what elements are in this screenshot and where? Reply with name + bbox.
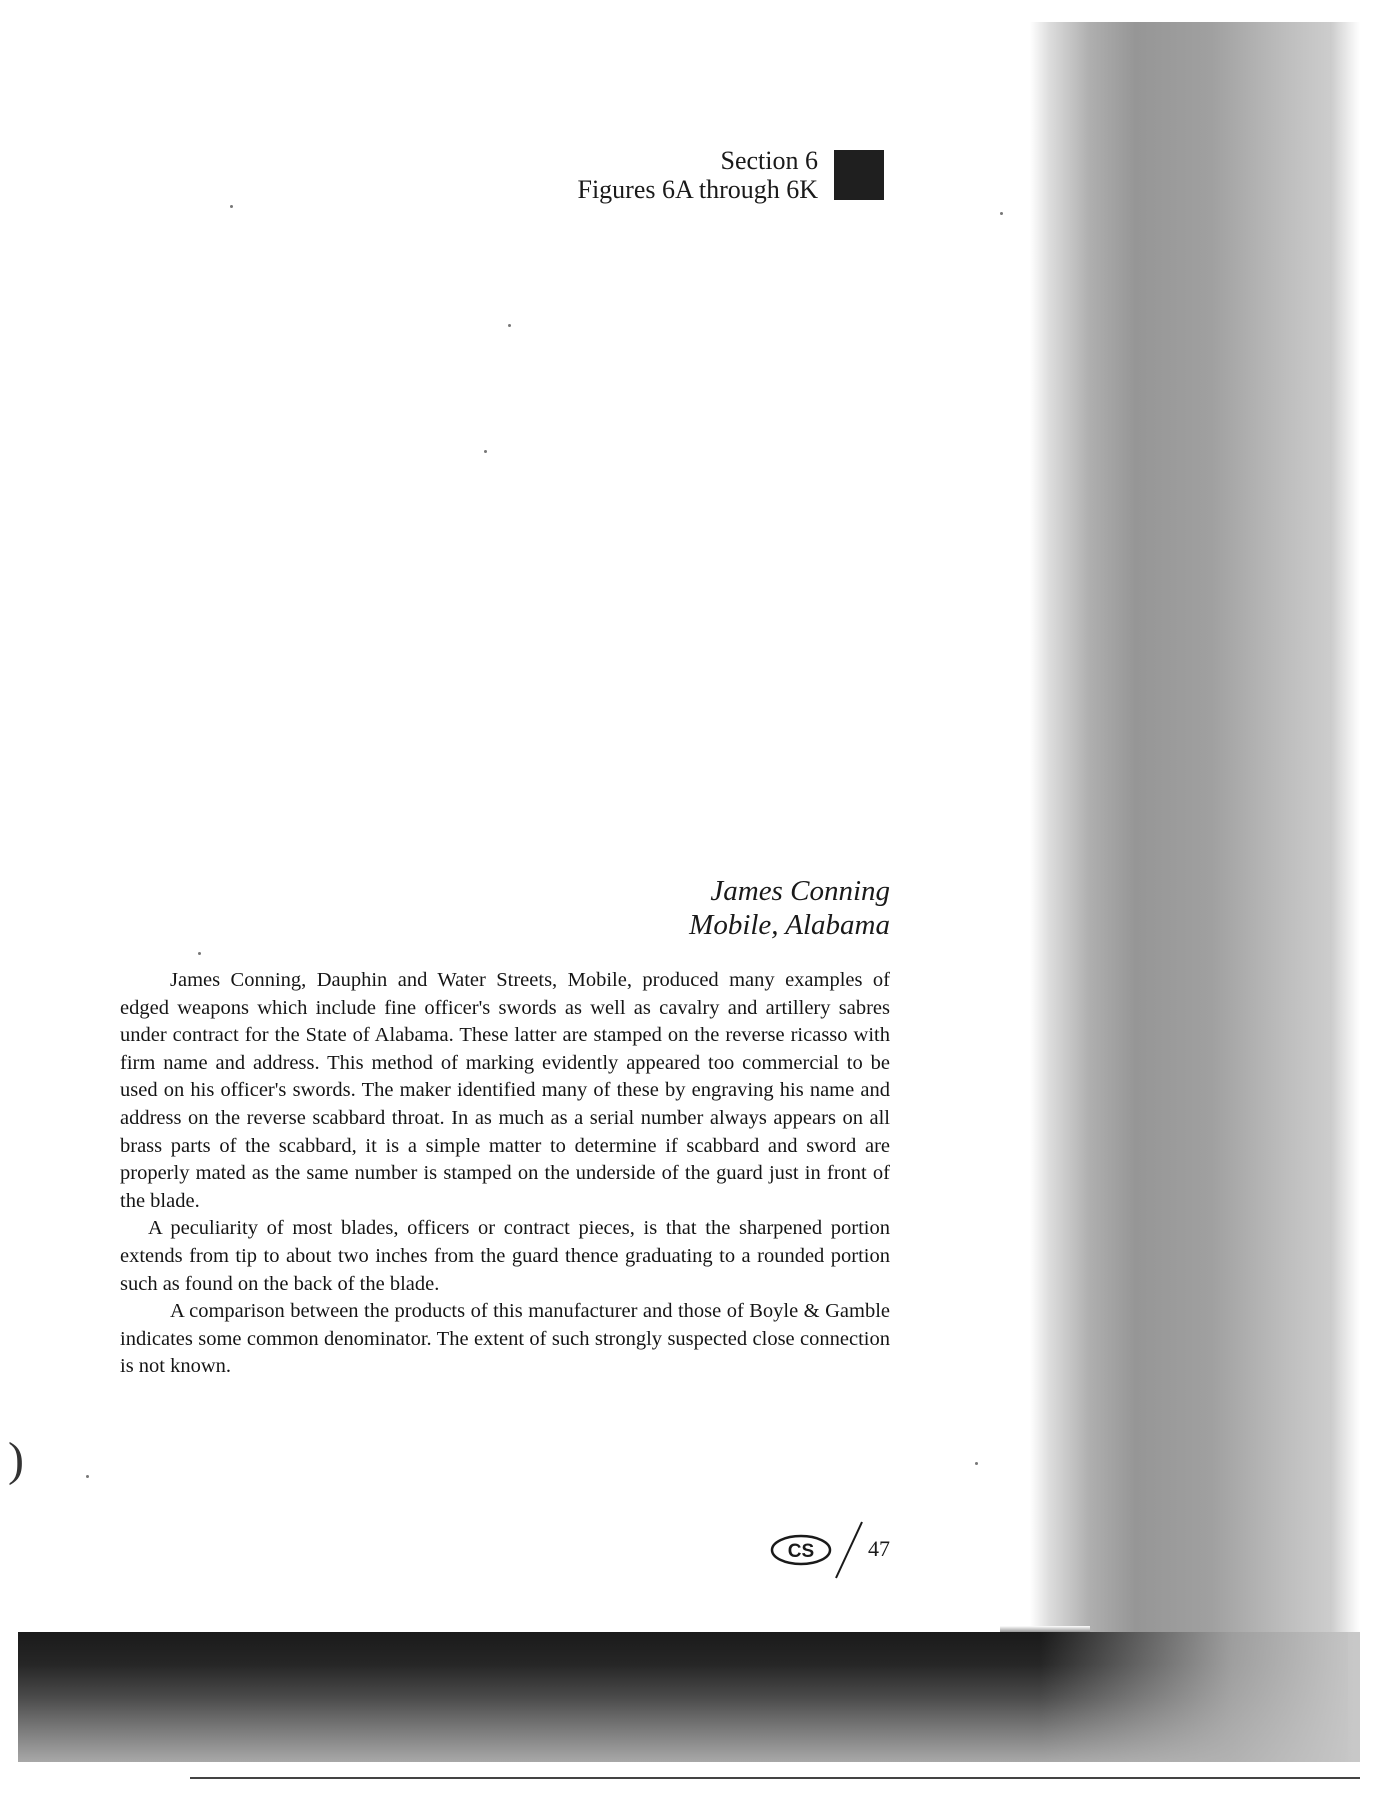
cs-logo-icon [770,1534,832,1566]
maker-heading [560,874,890,942]
speck [1000,212,1003,215]
slash-divider [832,1520,866,1580]
maker-name: James Conning [710,875,890,907]
paragraph: James Conning, Dauphin and Water Streets, Mobile, produced many examples of edged weapons which include fine officer's swords as well as cavalry and artillery sabres under contract for the State of Alabama. These latter are stamped on the reverse ricasso with firm name and address. This method of marking evidently appeared too commercial to be used on his officer's swords. The maker identified many of these by engraving his name and address on the reverse scabbard throat. In as much as a serial number always appears on all brass parts of the scabbard, it is a simple matter to determine if scabbard and sword are properly mated as the same number is stamped on the underside of the guard just in front of the blade. [120,969,890,1212]
page-number: 47 [868,1536,890,1561]
speck [198,952,201,955]
figures-label: Figures 6A through 6K [577,175,818,204]
scan-edge-right [1330,22,1360,1722]
page-fold [1000,1626,1090,1632]
section-marker-block [834,150,884,200]
cs-logo-text: CS [787,1541,815,1562]
margin-mark: ) [8,1433,24,1486]
speck [86,1475,89,1478]
speck [975,1462,978,1465]
speck [508,324,511,327]
page-footer [770,1520,900,1580]
maker-location: Mobile, Alabama [689,909,890,941]
section-label: Section 6 [720,146,818,175]
paragraph: A comparison between the products of this manufacturer and those of Boyle & Gamble indicates some common denominator. The extent of such strongly suspected close connection is not known. [120,1300,890,1378]
scan-bottom-line [190,1777,1360,1779]
scan-shadow-right [1030,22,1360,1722]
speck [484,450,487,453]
speck [230,205,233,208]
section-header [500,146,818,204]
scan-shadow-bottom-fade [1040,1632,1360,1762]
paragraph: A peculiarity of most blades, officers or contract pieces, is that the sharpened portion extends from tip to about two inches from the guard thence graduating to a rounded portion such as found on the back of the blade. [120,1217,890,1295]
body-text [120,967,890,1381]
